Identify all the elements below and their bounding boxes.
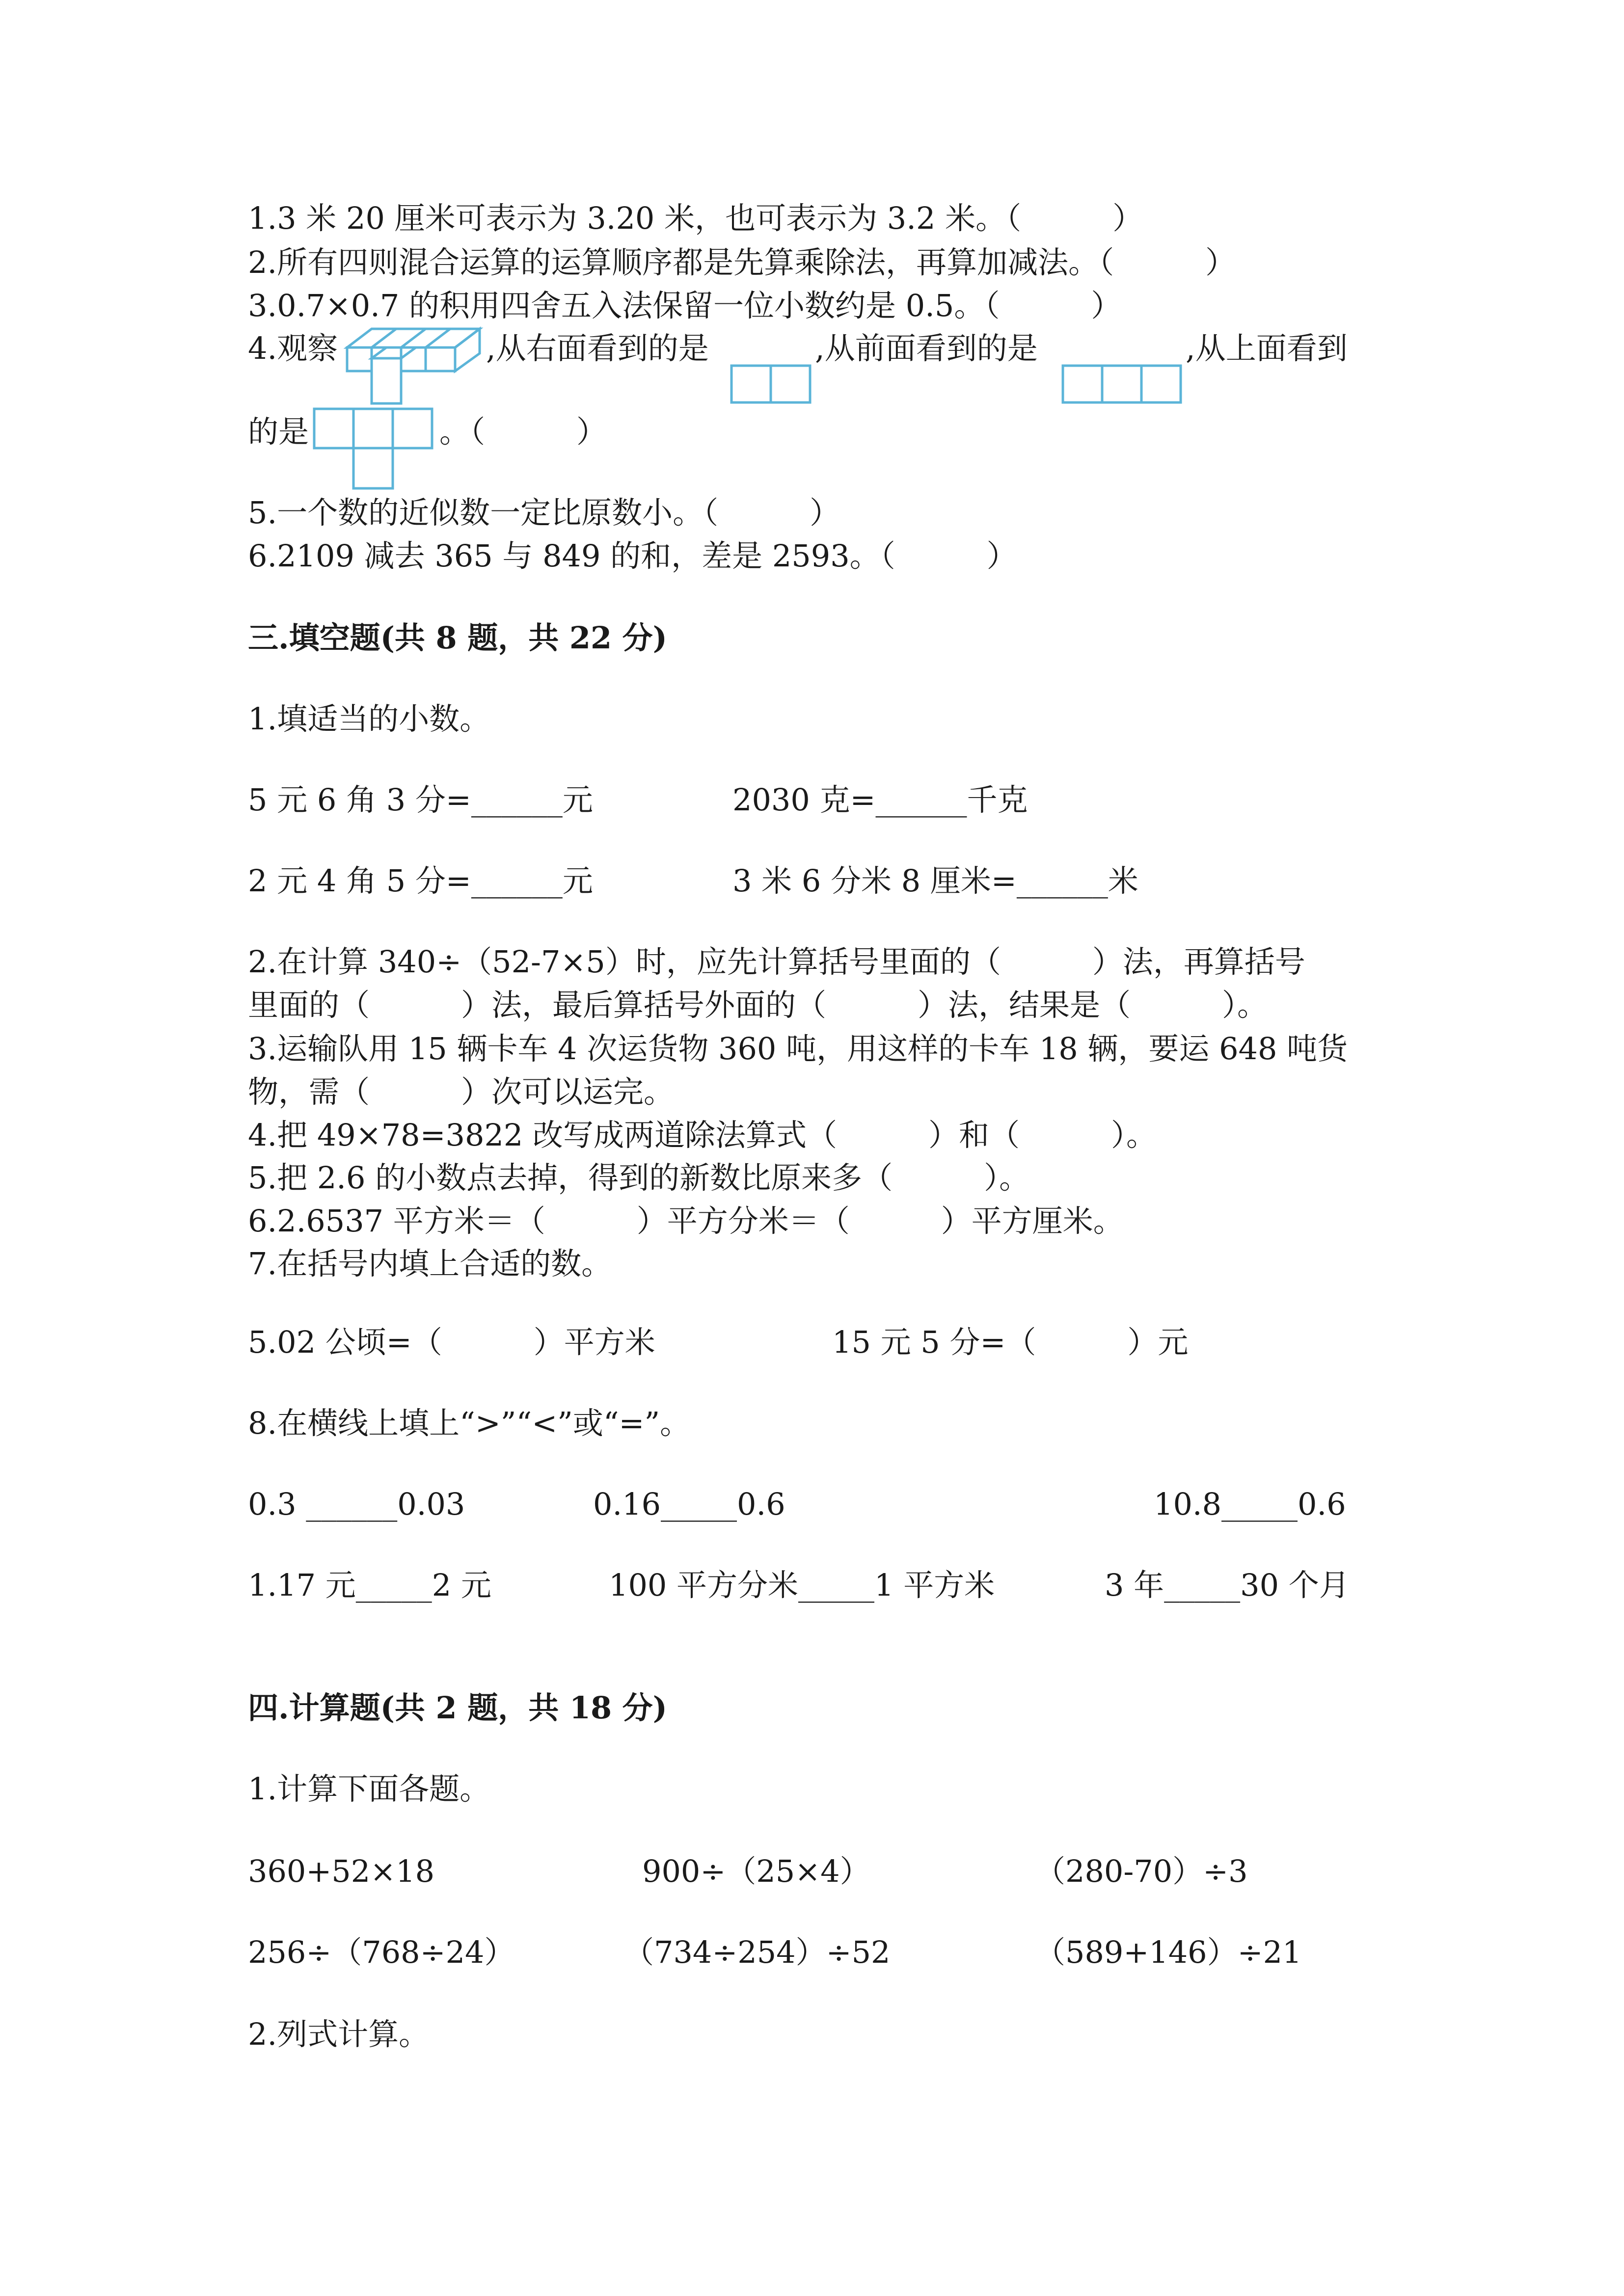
- calc-expr-6: （589+146）÷21: [1035, 1934, 1302, 1970]
- calc-expr-1: 360+52×18: [248, 1853, 435, 1889]
- top-view-figure: [312, 406, 439, 492]
- fill-section-title: 三.填空题(共 8 题，共 22 分): [248, 620, 668, 656]
- fill-q8-item-e: 100 平方分米_____1 平方米: [609, 1567, 995, 1603]
- calc-section-title: 四.计算题(共 2 题，共 18 分): [248, 1690, 668, 1726]
- fill-q8-item-c: 10.8_____0.6: [1154, 1486, 1346, 1522]
- fill-q3-line1: 3.运输队用 15 辆卡车 4 次运货物 360 吨，用这样的卡车 18 辆，要运 648 吨货: [248, 1031, 1348, 1067]
- fill-q8-item-b: 0.16_____0.6: [593, 1486, 785, 1522]
- judge-q4-text-f: 。（ ）: [439, 414, 607, 450]
- judge-q4-text-a: 4.观察: [248, 330, 338, 366]
- fill-q8-item-f: 3 年_____30 个月: [1105, 1567, 1350, 1603]
- fill-q3-line2: 物，需（ ）次可以运完。: [248, 1074, 675, 1110]
- fill-q8-item-a: 0.3 ______0.03: [248, 1486, 465, 1522]
- fill-q8: 8.在横线上填上“>”“<”或“=”。: [248, 1405, 691, 1441]
- cube-assembly-figure: [341, 324, 488, 407]
- judge-q6: 6.2109 减去 365 与 849 的和，差是 2593。（ ）: [248, 538, 1017, 574]
- judge-q1: 1.3 米 20 厘米可表示为 3.20 米，也可表示为 3.2 米。（ ）: [248, 200, 1143, 236]
- fill-q7-item-a: 5.02 公顷=（ ）平方米: [248, 1324, 655, 1360]
- fill-q1-item-b: 2030 克=______千克: [732, 782, 1028, 818]
- fill-q8-item-d: 1.17 元_____2 元: [248, 1567, 491, 1603]
- fill-q2-line1: 2.在计算 340÷（52-7×5）时，应先计算括号里面的（ ）法，再算括号: [248, 944, 1305, 980]
- judge-q4-text-d: ,从上面看到: [1186, 330, 1348, 366]
- calc-q1: 1.计算下面各题。: [248, 1771, 490, 1807]
- judge-q5: 5.一个数的近似数一定比原数小。（ ）: [248, 495, 840, 531]
- fill-q1: 1.填适当的小数。: [248, 701, 490, 737]
- fill-q1-item-c: 2 元 4 角 5 分=______元: [248, 863, 593, 899]
- judge-q2: 2.所有四则混合运算的运算顺序都是先算乘除法，再算加减法。（ ）: [248, 244, 1236, 280]
- fill-q1-item-d: 3 米 6 分米 8 厘米=______米: [732, 863, 1138, 899]
- judge-q4-text-c: ,从前面看到的是: [815, 330, 1038, 366]
- calc-expr-2: 900÷（25×4）: [642, 1853, 870, 1889]
- calc-expr-3: （280-70）÷3: [1035, 1853, 1248, 1889]
- right-view-figure: [729, 363, 817, 407]
- fill-q5: 5.把 2.6 的小数点去掉，得到的新数比原来多（ ）。: [248, 1160, 1030, 1196]
- fill-q7: 7.在括号内填上合适的数。: [248, 1246, 612, 1281]
- fill-q2-line2: 里面的（ ）法，最后算括号外面的（ ）法，结果是（ ）。: [248, 987, 1268, 1023]
- fill-q7-item-b: 15 元 5 分=（ ）元: [832, 1324, 1189, 1360]
- calc-expr-4: 256÷（768÷24）: [248, 1934, 515, 1970]
- judge-q3: 3.0.7×0.7 的积用四舍五入法保留一位小数约是 0.5。（ ）: [248, 288, 1122, 323]
- calc-q2: 2.列式计算。: [248, 2016, 430, 2052]
- judge-q4-text-b: ,从右面看到的是: [486, 330, 709, 366]
- fill-q6: 6.2.6537 平方米＝（ ）平方分米＝（ ）平方厘米。: [248, 1203, 1124, 1239]
- front-view-figure: [1060, 363, 1188, 407]
- fill-q1-item-a: 5 元 6 角 3 分=______元: [248, 782, 593, 818]
- judge-q4-text-e: 的是: [248, 414, 309, 450]
- fill-q4: 4.把 49×78=3822 改写成两道除法算式（ ）和（ ）。: [248, 1117, 1157, 1153]
- calc-expr-5: （734÷254）÷52: [623, 1934, 891, 1970]
